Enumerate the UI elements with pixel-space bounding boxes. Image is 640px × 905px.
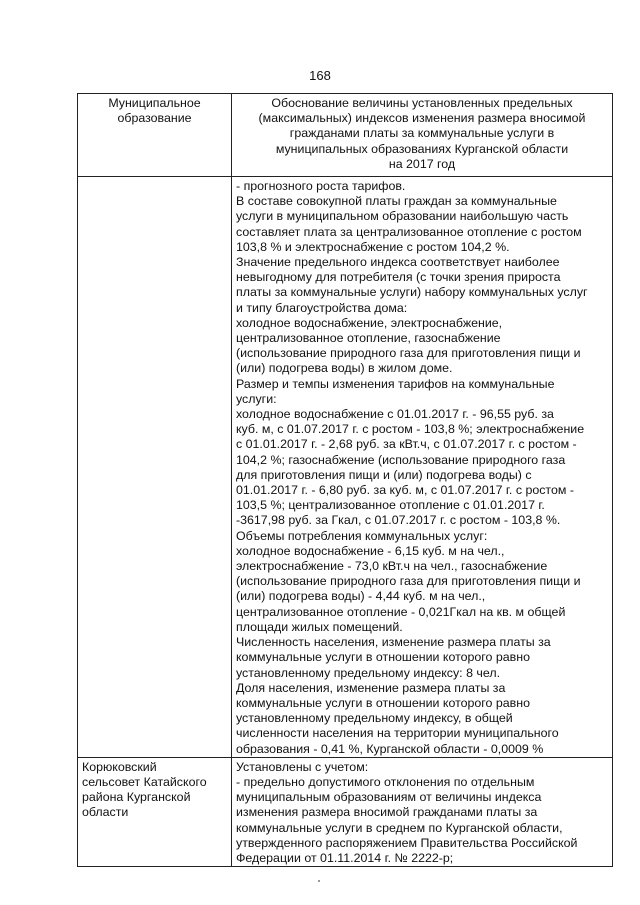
text-line: коммунальные услуги в отношении которого равно (236, 650, 530, 665)
text-line: Размер и темпы изменения тарифов на коммунальные (236, 376, 555, 391)
justification-table (77, 93, 613, 867)
text-line: Муниципальное (108, 96, 201, 110)
text-line: централизованное отопление - 0,021Гкал на кв. м общей (236, 604, 566, 619)
municipality-cell (78, 757, 232, 866)
text-line: куб. м, с 01.07.2017 г. с ростом - 103,8 %; электроснабжение (236, 422, 585, 437)
text-line: холодное водоснабжение с 01.01.2017 г. - 96,55 руб. за (236, 407, 554, 422)
text-line: электроснабжение - 73,0 кВт.ч на чел., газоснабжение (236, 559, 548, 574)
header-municipality-cell (78, 94, 232, 177)
text-line: 103,8 % и электроснабжение с ростом 104,2 %. (236, 239, 510, 254)
text-line: (максимальных) индексов изменения размера вносимой (258, 111, 586, 126)
text-line: района Курганской (82, 790, 191, 805)
text-line: составляет плата за централизованное отопление с ростом (236, 224, 582, 239)
text-line: -3617,98 руб. за Гкал, с 01.07.2017 г. с ростом - 103,8 %. (236, 513, 561, 528)
text-line: муниципальных образованиях Курганской области (275, 141, 569, 156)
text-line: области (82, 805, 129, 820)
text-line: централизованное отопление, газоснабжение (236, 331, 501, 346)
text-line: муниципальным образованиям от величины индекса (236, 790, 542, 805)
scan-speck (318, 880, 320, 882)
text-line: гражданами платы за коммунальные услуги в (289, 126, 555, 141)
table-row (78, 757, 613, 866)
text-line: 103,5 %; централизованное отопление с 01.01.2017 г. (236, 498, 545, 513)
text-line: Значение предельного индекса соответствует наиболее (236, 255, 560, 270)
text-line: образования - 0,41 %, Курганской области - 0,0009 % (236, 741, 544, 756)
text-line: - прогнозного роста тарифов. (236, 179, 406, 193)
text-line: (или) подогрева воды) в жилом доме. (236, 361, 453, 376)
text-line: численности населения на территории муниципального (236, 726, 559, 741)
text-line: сельсовет Катайского (82, 774, 207, 789)
text-line: холодное водоснабжение, электроснабжение, (236, 315, 503, 330)
justification-cell (232, 757, 613, 866)
text-line: невыгодному для потребителя (с точки зрения прироста (236, 270, 561, 285)
header-justification-cell (232, 94, 613, 177)
text-line: холодное водоснабжение - 6,15 куб. м на чел., (236, 543, 505, 558)
municipality-cell-empty (78, 177, 232, 758)
text-line: Корюковский (82, 759, 157, 774)
text-line: коммунальные услуги в отношении которого равно (236, 695, 530, 710)
text-line: 104,2 %; газоснабжение (использование природного газа (236, 452, 566, 467)
text-line: Численность населения, изменение размера платы за (236, 635, 551, 650)
text-line: для приготовления пищи и (или) подогрева воды) с (236, 467, 532, 482)
text-line: площади жилых помещений. (236, 619, 403, 634)
text-line: Доля населения, изменение размера платы за (236, 680, 506, 695)
text-line: установленному предельному индексу, в общей (236, 711, 513, 726)
page-number: 168 (309, 68, 331, 83)
text-line: услуги: (236, 391, 277, 406)
table-row (78, 177, 613, 758)
text-line: услуги в муниципальном образовании наибольшую часть (236, 209, 569, 224)
text-line: Объемы потребления коммунальных услуг: (236, 528, 488, 543)
text-line: с 01.01.2017 г. - 2,68 руб. за кВт.ч, с 01.07.2017 г. с ростом - (236, 437, 577, 452)
text-line: изменения размера вносимой гражданами платы за (236, 805, 538, 820)
text-line: утвержденного распоряжением Правительства Российской (236, 835, 578, 850)
text-line: на 2017 год (388, 156, 456, 171)
text-line: В составе совокупной платы граждан за коммунальные (236, 194, 557, 209)
text-line: Установлены с учетом: (236, 759, 369, 774)
text-line: коммунальные услуги в среднем по Курганской области, (236, 820, 563, 835)
text-line: и типу благоустройства дома: (236, 300, 408, 315)
text-line: (использование природного газа для приготовления пищи и (236, 346, 581, 361)
text-line: 01.01.2017 г. - 6,80 руб. за куб. м, с 01.07.2017 г. с ростом - (236, 483, 574, 498)
text-line: Обоснование величины установленных предельных (271, 96, 573, 110)
justification-cell (232, 177, 613, 758)
text-line: - предельно допустимого отклонения по отдельным (236, 774, 535, 789)
text-line: платы за коммунальные услуги) набору коммунальных услуг (236, 285, 588, 300)
text-line: образование (117, 111, 192, 126)
table-header-row (78, 94, 613, 177)
text-line: (использование природного газа для приготовления пищи и (236, 574, 581, 589)
text-line: Федерации от 01.11.2014 г. № 2222-р; (236, 850, 454, 865)
text-line: (или) подогрева воды) - 4,44 куб. м на чел., (236, 589, 486, 604)
text-line: установленному предельному индексу: 8 чел. (236, 665, 501, 680)
